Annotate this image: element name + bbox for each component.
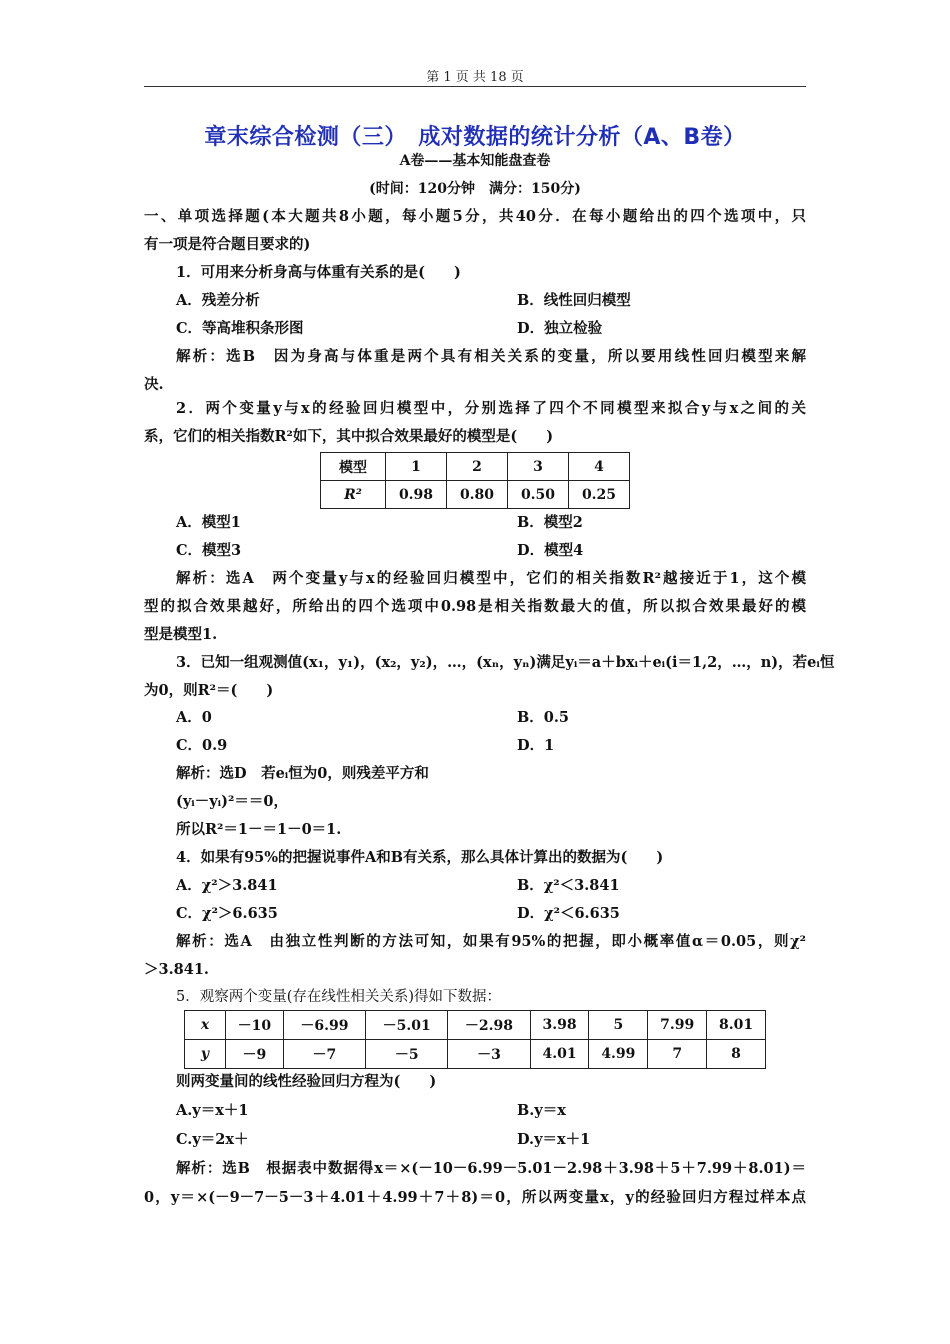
q5-follow: 则两变量间的线性经验回归方程为( ) — [176, 1073, 437, 1090]
time-info: (时间：120分钟 满分：150分) — [369, 181, 581, 197]
q4-option-a: A．χ²＞3.841 — [176, 877, 278, 894]
table-cell: －3 — [448, 1040, 530, 1069]
q4-answer-cont: ＞3.841. — [144, 961, 209, 978]
q5-option-c: C.y＝2x＋ — [176, 1131, 249, 1148]
table-cell: 3.98 — [530, 1011, 589, 1040]
q2-table — [320, 452, 630, 509]
q3-option-d: D．1 — [517, 737, 555, 754]
q2-answer: 解析：选A 两个变量y与x的经验回归模型中，它们的相关指数R²越接近于1，这个模 — [176, 570, 806, 587]
table-cell: －5 — [366, 1040, 448, 1069]
table-cell: 2 — [447, 453, 508, 481]
section-heading-cont: 有一项是符合题目要求的) — [144, 236, 311, 253]
table-cell: 1 — [386, 453, 447, 481]
table-cell: y — [185, 1040, 226, 1069]
q2-answer-cont: 型的拟合效果越好，所给出的四个选项中0.98是相关指数最大的值，所以拟合效果最好的模 — [144, 598, 806, 615]
q1-answer: 解析：选B 因为身高与体重是两个具有相关关系的变量，所以要用线性回归模型来解 — [176, 348, 806, 365]
q3-answer-result: 所以R²＝1－＝1－0＝1. — [176, 821, 342, 838]
table-cell: x — [185, 1011, 226, 1040]
q3-option-c: C．0.9 — [176, 737, 228, 754]
q5-option-b: B.y＝x — [517, 1102, 566, 1119]
q3-stem: 3．已知一组观测值(x₁，y₁)，(x₂，y₂)，…，(xₙ，yₙ)满足yᵢ＝a＋bxᵢ＋eᵢ(i＝1,2，…，n)，若eᵢ恒 — [176, 654, 835, 671]
q1-option-d: D．独立检验 — [517, 320, 603, 337]
q2-option-c: C．模型3 — [176, 542, 242, 559]
table-cell: 7.99 — [648, 1011, 707, 1040]
table-cell: －6.99 — [283, 1011, 365, 1040]
q5-option-a: A.y＝x＋1 — [176, 1102, 249, 1119]
table-cell: 4.99 — [589, 1040, 648, 1069]
document-subtitle: A卷——基本知能盘查卷 — [399, 153, 551, 169]
table-cell: 0.25 — [569, 481, 630, 509]
table-cell: 0.50 — [508, 481, 569, 509]
q3-answer: 解析：选D 若eᵢ恒为0，则残差平方和 — [176, 765, 429, 782]
q5-answer: 解析：选B 根据表中数据得x＝×(－10－6.99－5.01－2.98＋3.98＋5＋7.99＋8.01)＝ — [176, 1160, 806, 1177]
table-cell: 5 — [589, 1011, 648, 1040]
document-title: 章末综合检测（三） 成对数据的统计分析（A、B卷） — [204, 125, 746, 150]
table-cell: －7 — [283, 1040, 365, 1069]
q2-stem: 2．两个变量y与x的经验回归模型中，分别选择了四个不同模型来拟合y与x之间的关 — [176, 400, 806, 417]
page-header: 第 1 页 共 18 页 — [426, 70, 524, 85]
q3-option-b: B．0.5 — [517, 709, 569, 726]
table-cell: 0.98 — [386, 481, 447, 509]
table-cell: 4.01 — [530, 1040, 589, 1069]
q1-answer-cont: 决. — [144, 376, 164, 393]
table-cell: －10 — [226, 1011, 284, 1040]
q5-option-d: D.y＝x＋1 — [517, 1131, 591, 1148]
q5-table — [184, 1010, 766, 1069]
table-cell: 4 — [569, 453, 630, 481]
table-cell: 0.80 — [447, 481, 508, 509]
table-cell: R² — [321, 481, 386, 509]
q2-answer-end: 型是模型1. — [144, 626, 218, 643]
q2-option-d: D．模型4 — [517, 542, 584, 559]
table-cell: 模型 — [321, 453, 386, 481]
section-heading: 一、单项选择题(本大题共8小题，每小题5分，共40分．在每小题给出的四个选项中，只 — [144, 208, 806, 225]
q3-stem-cont: 为0，则R²＝( ) — [144, 682, 274, 699]
q4-option-d: D．χ²＜6.635 — [517, 905, 620, 922]
table-cell: 7 — [648, 1040, 707, 1069]
q4-answer: 解析：选A 由独立性判断的方法可知，如果有95%的把握，即小概率值α＝0.05，则χ² — [176, 933, 806, 950]
q5-answer-cont: 0，y＝×(－9－7－5－3＋4.01＋4.99＋7＋8)＝0，所以两变量x，y的经验回归方程过样本点 — [144, 1189, 806, 1206]
q4-stem: 4．如果有95%的把握说事件A和B有关系，那么具体计算出的数据为( ) — [176, 849, 664, 866]
q1-stem: 1．可用来分析身高与体重有关系的是( ) — [176, 264, 461, 281]
q1-option-a: A．残差分析 — [176, 292, 260, 309]
q3-answer-formula: (yᵢ－yᵢ)²＝＝0， — [176, 793, 288, 810]
q4-option-c: C．χ²＞6.635 — [176, 905, 278, 922]
q1-option-b: B．线性回归模型 — [517, 292, 631, 309]
q2-option-b: B．模型2 — [517, 514, 583, 531]
q2-option-a: A．模型1 — [176, 514, 241, 531]
header-rule — [144, 86, 806, 87]
q2-stem-cont: 系，它们的相关指数R²如下，其中拟合效果最好的模型是( ) — [144, 428, 554, 445]
q3-option-a: A．0 — [176, 709, 212, 726]
table-cell: 3 — [508, 453, 569, 481]
table-cell: 8.01 — [707, 1011, 766, 1040]
q5-stem: 5．观察两个变量(存在线性相关关系)得如下数据： — [176, 989, 502, 1005]
table-cell: －2.98 — [448, 1011, 530, 1040]
table-cell: －5.01 — [366, 1011, 448, 1040]
table-cell: 8 — [707, 1040, 766, 1069]
q1-option-c: C．等高堆积条形图 — [176, 320, 304, 337]
q4-option-b: B．χ²＜3.841 — [517, 877, 620, 894]
table-cell: －9 — [226, 1040, 284, 1069]
